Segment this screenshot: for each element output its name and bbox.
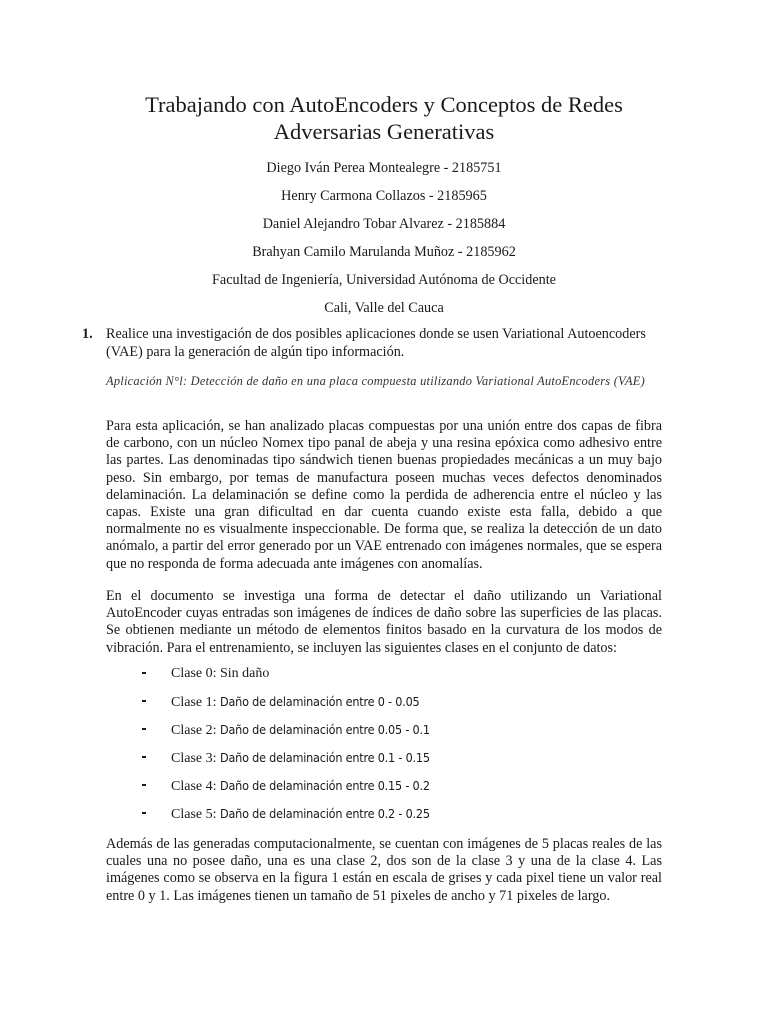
bullet-icon [142, 728, 146, 730]
bullet-icon [142, 756, 146, 758]
class-desc: Daño de delaminación entre 0.2 - 0.25 [220, 806, 430, 821]
class-label: Clase 2: [171, 723, 220, 738]
list-item [140, 805, 660, 833]
author-3: Daniel Alejandro Tobar Alvarez - 2185884 [262, 216, 506, 232]
location: Cali, Valle del Cauca [324, 300, 444, 316]
list-item [140, 721, 660, 749]
author-4: Brahyan Camilo Marulanda Muñoz - 2185962 [252, 244, 516, 260]
class-desc: Daño de delaminación entre 0 - 0.05 [220, 694, 420, 709]
class-desc: Daño de delaminación entre 0.1 - 0.15 [220, 750, 430, 765]
application-title: Aplicación N°l: Detección de daño en una placa compuesta utilizando Variational AutoEncoders (VAE) [106, 374, 645, 388]
question-text: Realice una investigación de dos posibles aplicaciones donde se usen Variational Autoencoders (VAE) para la generación de algún tipo información. [106, 326, 646, 360]
class-desc: Daño de delaminación entre 0.05 - 0.1 [220, 722, 430, 737]
paragraph-3: Además de las generadas computacionalmente, se cuentan con imágenes de 5 placas reales de las cuales una no posee daño, una es una clase 2, dos son de la clase 3 y una de la clase 4. Las imágenes como se observa en la figura 1 están en escala de grises y cada pixel tiene un valor real entre 0 y 1. Las imágenes tienen un tamaño de 51 pixeles de ancho y 71 pixeles de largo. [106, 836, 662, 904]
list-item [140, 777, 660, 805]
question-1 [82, 325, 662, 361]
class-list [140, 665, 660, 833]
class-desc: Sin daño [220, 666, 270, 681]
author-2: Henry Carmona Collazos - 2185965 [281, 188, 487, 204]
paper-title [60, 91, 708, 145]
class-label: Clase 1: [171, 695, 220, 710]
paragraph-2: En el documento se investiga una forma de detectar el daño utilizando un Variational AutoEncoder cuyas entradas son imágenes de índices de daño sobre las superficies de las placas. Se obtienen mediante un método de elementos finitos basado en la curvatura de los modos de vibración. Para el entrenamiento, se incluyen las siguientes clases en el conjunto de datos: [106, 588, 662, 656]
class-desc: Daño de delaminación entre 0.15 - 0.2 [220, 778, 430, 793]
paragraph-1: Para esta aplicación, se han analizado placas compuestas por una unión entre dos capas de fibra de carbono, con un núcleo Nomex tipo panal de abeja y una resina epóxica como adhesivo entre las partes. Las denominadas tipo sándwich tienen buenas propiedades mecánicas a un muy bajo peso. Sin embargo, por temas de manufactura poseen muchas veces defectos denominados delaminación. La delaminación se define como la perdida de adherencia entre el núcleo y las capas. Existe una gran dificultad en dar cuenta cuando existe esta falla, debido a que normalmente no es visualmente inspeccionable. De forma que, se realiza la detección de un dato anómalo, a partir del error generado por un VAE entrenado con imágenes normales, que se espera que no responda de forma adecuada ante imágenes con anomalías. [106, 418, 662, 572]
affiliation: Facultad de Ingeniería, Universidad Autónoma de Occidente [212, 272, 556, 288]
author-1: Diego Iván Perea Montealegre - 2185751 [266, 160, 502, 176]
class-label: Clase 4: [171, 779, 220, 794]
question-number: 1. [82, 326, 93, 342]
class-label: Clase 5: [171, 807, 220, 822]
list-item [140, 665, 660, 693]
bullet-icon [142, 672, 146, 674]
title-line-2: Adversarias Generativas [273, 119, 495, 144]
list-item [140, 693, 660, 721]
list-item [140, 749, 660, 777]
bullet-icon [142, 784, 146, 786]
bullet-icon [142, 700, 146, 702]
class-label: Clase 3: [171, 751, 220, 766]
bullet-icon [142, 812, 146, 814]
class-label: Clase 0: [171, 666, 220, 681]
title-line-1: Trabajando con AutoEncoders y Conceptos de Redes [145, 92, 623, 117]
